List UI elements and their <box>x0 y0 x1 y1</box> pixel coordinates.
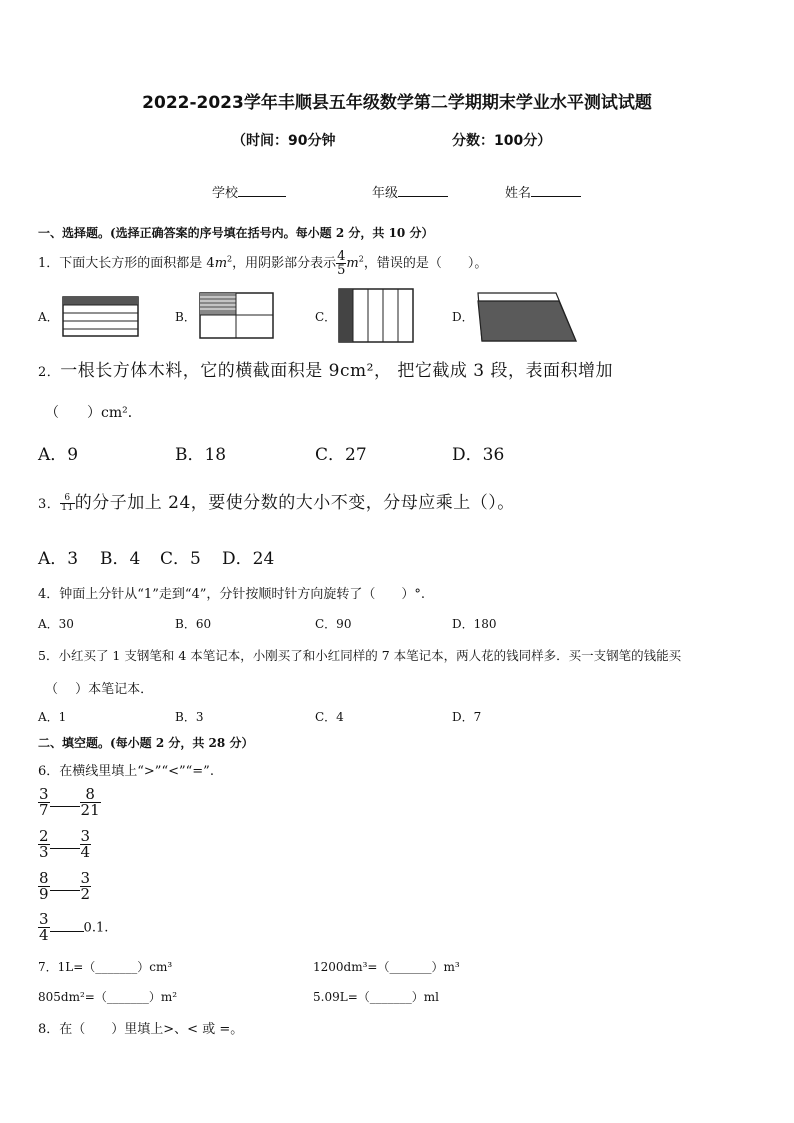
q4-option-c[interactable]: C．90 <box>315 617 352 631</box>
q2-number: 2． <box>38 365 61 380</box>
q2-text: 一根长方体木料，它的横截面积是 9cm²， 把它截成 3 段，表面积增加 <box>60 361 613 381</box>
q1-option-a-label[interactable]: A． <box>38 310 59 324</box>
q2-text-2: （ ）cm²． <box>45 405 142 421</box>
q4-option-b[interactable]: B．60 <box>175 617 212 631</box>
q3-option-a[interactable]: A．3 <box>38 549 79 569</box>
question-4: 4．钟面上分针从“1”走到“4”，分针按顺时针方向旋转了（ ）°. <box>38 587 426 602</box>
q1-fraction: $\frac{4}{5}$ <box>337 249 346 278</box>
q2-option-a[interactable]: A．9 <box>38 445 79 465</box>
q3-text: 的分子加上 24，要使分数的大小不变，分母应乘上（）。 <box>74 493 515 513</box>
page-title: 2022-2023学年丰顺县五年级数学第二学期期末学业水平测试试题 <box>142 93 652 113</box>
q6-row4-right: 0.1. <box>83 920 109 936</box>
q5-option-b[interactable]: B．3 <box>175 710 204 724</box>
q3-option-b[interactable]: B．4 <box>100 549 141 569</box>
question-8: 8．在（ ）里填上>、< 或 =。 <box>38 1022 244 1037</box>
q1-figure-b <box>199 292 275 340</box>
grade-blank[interactable] <box>398 196 448 197</box>
q1-option-c-label[interactable]: C． <box>315 310 337 324</box>
q1-number: 1． <box>38 256 60 271</box>
q1-option-d-label[interactable]: D． <box>452 310 474 324</box>
q1-figure-d <box>474 290 580 344</box>
q1-text-c: ，错误的是（ ）。 <box>363 256 488 271</box>
q1-text-b: ，用阴影部分表示 <box>232 256 337 271</box>
q1-figure-c <box>338 288 416 344</box>
section-2-heading: 二、填空题。(每小题 2 分，共 28 分） <box>38 736 254 750</box>
q6-row-4 <box>38 912 108 943</box>
q7-item-b: 1200dm³=（_______）m³ <box>313 960 460 974</box>
question-6: 6．在横线里填上“>”“<”“=”. <box>38 764 214 779</box>
school-label: 学校 <box>212 186 239 201</box>
q6-row-3 <box>38 871 91 902</box>
school-field <box>212 182 286 201</box>
q5-option-c[interactable]: C．4 <box>315 710 344 724</box>
q6-row1-right: $\frac{8}{21}$ <box>80 785 100 819</box>
school-blank[interactable] <box>238 196 286 197</box>
q6-row4-left: $\frac{3}{4}$ <box>39 910 49 944</box>
q1-option-b-label[interactable]: B． <box>175 310 196 324</box>
q6-row2-right: $\frac{3}{4}$ <box>80 827 91 861</box>
time-label: （时间：90分钟 <box>232 133 336 149</box>
q6-row4-blank[interactable] <box>50 931 84 932</box>
name-label: 姓名 <box>505 186 532 201</box>
q7-item-a: 1L=（_______）cm³ <box>57 960 173 974</box>
q3-option-c[interactable]: C．5 <box>160 549 201 569</box>
score-label: 分数：100分） <box>452 133 552 149</box>
q6-row-1 <box>38 787 101 818</box>
question-5: 5．小红买了 1 支钢笔和 4 本笔记本，小刚买了和小红同样的 7 本笔记本，两人花的钱同样多．买一支钢笔的钱能买 <box>38 648 682 663</box>
question-2 <box>38 356 613 381</box>
question-1 <box>38 250 487 277</box>
name-blank[interactable] <box>531 196 581 197</box>
q4-option-a[interactable]: A．30 <box>38 617 74 631</box>
q5-text-2: （ ）本笔记本． <box>45 682 154 697</box>
q1-unit-b: m <box>346 256 359 271</box>
q6-row1-left: $\frac{3}{7}$ <box>39 785 49 819</box>
q3-fraction: $\frac{6}{11}$ <box>61 493 74 513</box>
q3-option-d[interactable]: D．24 <box>222 549 275 569</box>
name-field <box>505 182 581 201</box>
q2-option-b[interactable]: B．18 <box>175 445 227 465</box>
q6-row-2 <box>38 829 91 860</box>
q3-number: 3． <box>38 497 61 512</box>
section-1-heading: 一、选择题。(选择正确答案的序号填在括号内。每小题 2 分，共 10 分） <box>38 226 434 240</box>
grade-field <box>372 182 448 201</box>
q6-row3-left: $\frac{8}{9}$ <box>39 869 49 903</box>
grade-label: 年级 <box>372 186 399 201</box>
q7-item-d: 5.09L=（_______）ml <box>313 990 439 1004</box>
q1-unit-a: m <box>214 256 228 271</box>
q1-unit-b-sup: 2 <box>358 254 364 264</box>
q7-number: 7． <box>38 960 58 974</box>
q4-option-d[interactable]: D．180 <box>452 617 497 631</box>
q2-option-c[interactable]: C．27 <box>315 445 367 465</box>
q6-row3-right: $\frac{3}{2}$ <box>80 869 91 903</box>
question-3 <box>38 488 515 513</box>
q7-item-c: 805dm²=（_______）m² <box>38 990 178 1004</box>
q5-option-d[interactable]: D．7 <box>452 710 482 724</box>
q2-option-d[interactable]: D．36 <box>452 445 505 465</box>
q1-text-a: 下面大长方形的面积都是 4 <box>59 256 215 271</box>
q6-row3-blank[interactable] <box>50 890 80 891</box>
q1-unit-a-sup: 2 <box>227 254 233 264</box>
q6-row1-blank[interactable] <box>50 806 80 807</box>
q6-row2-blank[interactable] <box>50 848 80 849</box>
question-7-a <box>38 958 172 975</box>
q1-figure-a <box>62 296 140 338</box>
q6-row2-left: $\frac{2}{3}$ <box>39 827 49 861</box>
q5-option-a[interactable]: A．1 <box>38 710 67 724</box>
